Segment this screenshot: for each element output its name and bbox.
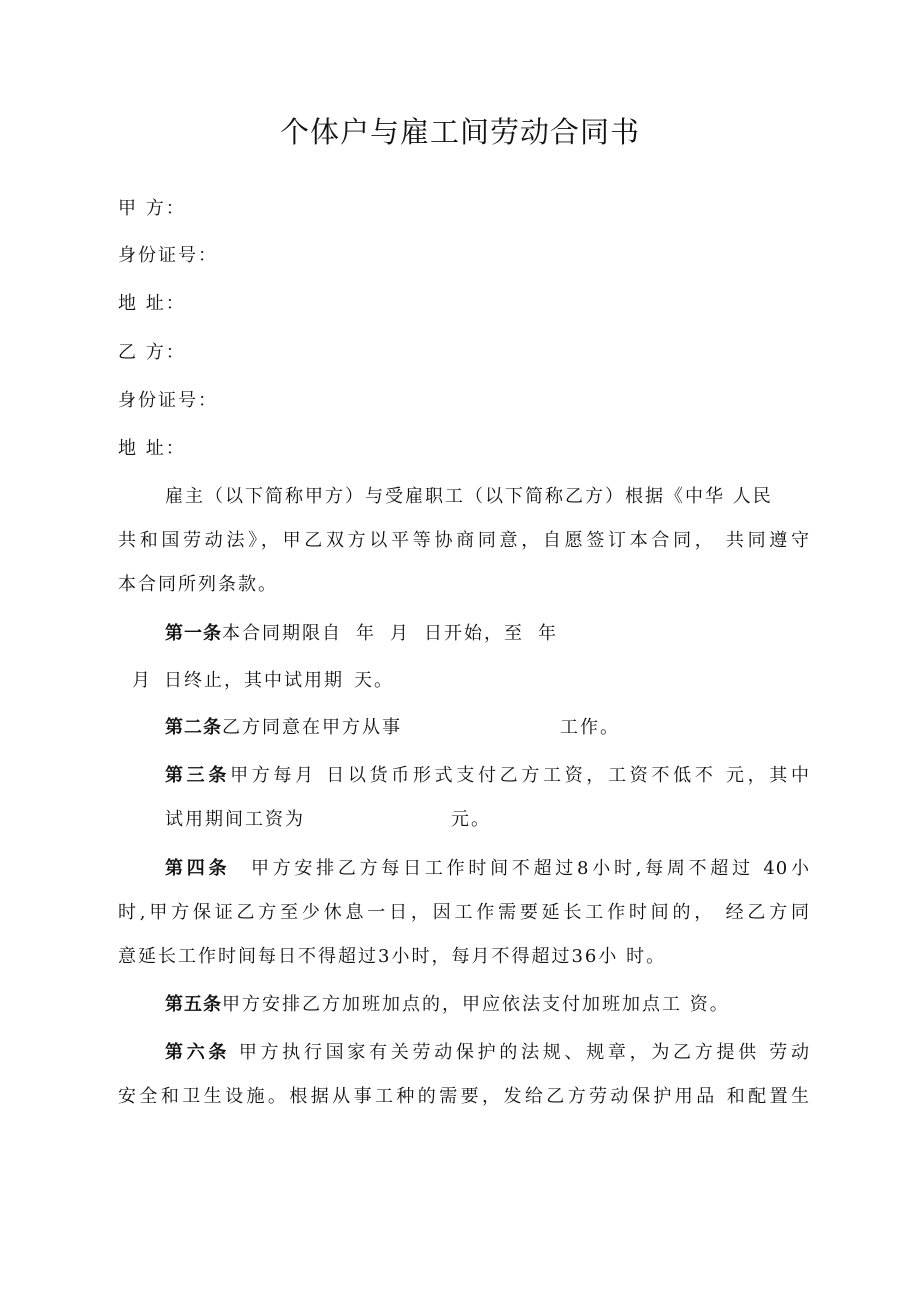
article-2-line-1 — [165, 716, 620, 740]
party-b-id-label: 身份证号： — [118, 390, 218, 411]
party-b-address-label: 地 址： — [118, 438, 186, 459]
article-4-hours: 甲方安排乙方每日工作时间不超过8小时,每周不超过 40小 — [248, 858, 810, 879]
article-1-end-year: 年 — [538, 623, 558, 644]
article-1-term-start: 本合同期限自 — [222, 623, 342, 644]
article-1-probation: 日终止，其中试用期 — [164, 670, 344, 691]
article-4-line-3: 意延长工作时间每日不得超过3小时，每月不得超过36小 时。 — [118, 946, 667, 967]
article-5-line-1 — [165, 993, 730, 1017]
article-1-heading: 第一条 — [165, 623, 222, 644]
article-1-start-day: 日开始，至 — [424, 623, 524, 644]
party-a-id-label: 身份证号： — [118, 245, 218, 266]
article-1-line-1 — [165, 622, 558, 646]
article-1-end-month: 月 — [132, 670, 152, 691]
article-2-work: 工作。 — [560, 717, 620, 738]
party-a-label: 甲 方： — [118, 198, 186, 219]
article-6-protection: 甲方执行国家有关劳动保护的法规、规章，为乙方提供 劳动 — [236, 1042, 810, 1063]
article-5-overtime: 甲方安排乙方加班加点的，甲应依法支付加班加点工 资。 — [222, 994, 730, 1015]
article-1-start-month: 月 — [390, 623, 410, 644]
article-3-yuan: 元。 — [451, 809, 491, 830]
document-title: 个体户与雇工间劳动合同书 — [279, 115, 640, 149]
article-3-probation-salary: 试用期间工资为 — [165, 809, 305, 830]
article-6-line-1 — [165, 1041, 810, 1065]
article-2-heading: 第二条 — [165, 717, 222, 738]
party-b-label: 乙 方： — [118, 342, 186, 363]
article-1-start-year: 年 — [356, 623, 376, 644]
party-a-address-label: 地 址： — [118, 293, 186, 314]
article-4-line-1 — [165, 857, 810, 881]
article-3-heading: 第三条 — [165, 765, 231, 786]
article-6-heading: 第六条 — [165, 1042, 231, 1063]
article-4-heading: 第四条 — [165, 858, 231, 879]
article-3-salary: 甲方每月 日以货币形式支付乙方工资，工资不低不 元，其中 — [230, 765, 810, 786]
article-3-line-1 — [165, 764, 810, 788]
article-1-days: 天。 — [354, 670, 394, 691]
article-6-line-2: 安全和卫生设施。根据从事工种的需要，发给乙方劳动保护用品 和配置生 — [118, 1086, 810, 1107]
article-5-heading: 第五条 — [165, 994, 222, 1015]
article-1-line-2 — [132, 669, 394, 693]
preamble-line-1: 雇主（以下简称甲方）与受雇职工（以下简称乙方）根据《中华 人民 — [165, 486, 773, 507]
article-3-line-2 — [165, 808, 491, 832]
article-2-work-in: 乙方同意在甲方从事 — [222, 717, 402, 738]
article-4-line-2: 时,甲方保证乙方至少休息一日，因工作需要延长工作时间的， 经乙方同 — [118, 902, 810, 923]
preamble-line-2: 共和国劳动法》，甲乙双方以平等协商同意，自愿签订本合同， 共同遵守 — [118, 530, 810, 551]
preamble-line-3: 本合同所列条款。 — [118, 574, 278, 595]
